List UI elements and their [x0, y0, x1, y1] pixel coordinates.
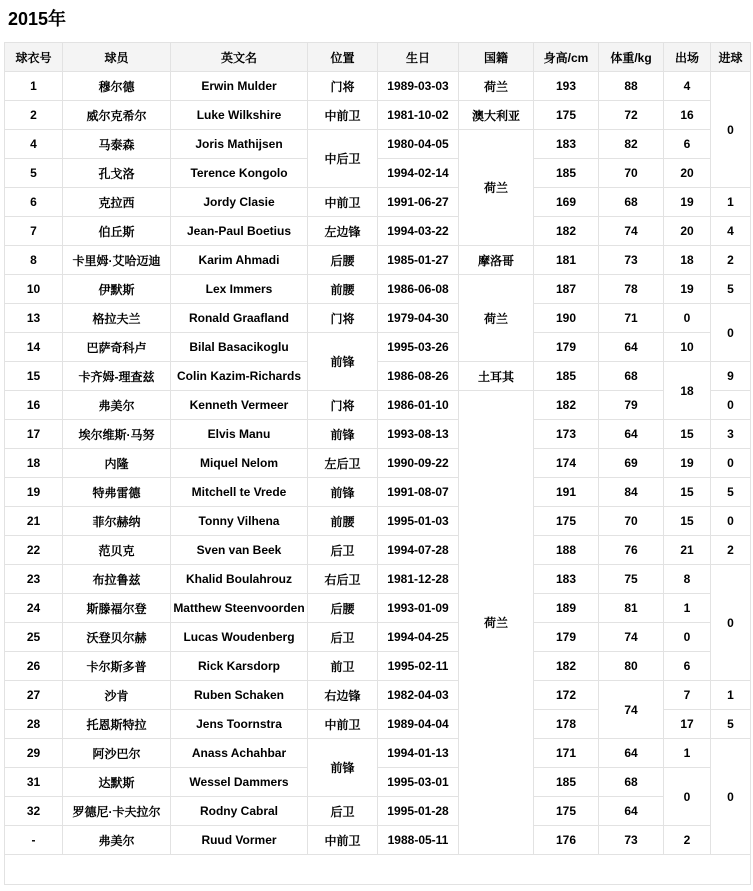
cell-player-name: 菲尔赫纳: [63, 507, 171, 536]
cell-jersey-number: 4: [5, 130, 63, 159]
cell-weight: 68: [599, 768, 664, 797]
cell-birthday: 1994-01-13: [378, 739, 459, 768]
cell-position: 中前卫: [308, 710, 378, 739]
cell-player-name: 卡里姆·艾哈迈迪: [63, 246, 171, 275]
table-row: [5, 768, 751, 797]
cell-english-name: Bilal Basacikoglu: [171, 333, 308, 362]
cell-player-name: 格拉夫兰: [63, 304, 171, 333]
cell-position: 中后卫: [308, 130, 378, 188]
cell-goals: 0: [711, 739, 751, 855]
cell-birthday: 1986-01-10: [378, 391, 459, 420]
cell-height: 183: [534, 565, 599, 594]
cell-appearances: 7: [664, 681, 711, 710]
cell-height: 190: [534, 304, 599, 333]
cell-jersey-number: 10: [5, 275, 63, 304]
cell-birthday: 1989-04-04: [378, 710, 459, 739]
table-row: [5, 507, 751, 536]
cell-height: 173: [534, 420, 599, 449]
cell-height: 185: [534, 768, 599, 797]
cell-height: 175: [534, 101, 599, 130]
cell-weight: 70: [599, 507, 664, 536]
column-header-appearances: 出场: [664, 43, 711, 72]
table-row: [5, 304, 751, 333]
cell-jersey-number: 15: [5, 362, 63, 391]
cell-weight: 64: [599, 739, 664, 768]
cell-birthday: 1980-04-05: [378, 130, 459, 159]
table-row: [5, 449, 751, 478]
cell-appearances: 19: [664, 188, 711, 217]
cell-player-name: 特弗雷德: [63, 478, 171, 507]
cell-jersey-number: 23: [5, 565, 63, 594]
cell-english-name: Miquel Nelom: [171, 449, 308, 478]
header-row: [5, 43, 751, 72]
cell-position: 后卫: [308, 797, 378, 826]
empty-row: [5, 855, 751, 885]
table-row: [5, 275, 751, 304]
cell-player-name: 沃登贝尔赫: [63, 623, 171, 652]
cell-jersey-number: 14: [5, 333, 63, 362]
cell-weight: 64: [599, 797, 664, 826]
cell-position: 门将: [308, 391, 378, 420]
cell-position: 前锋: [308, 420, 378, 449]
cell-position: 前锋: [308, 333, 378, 391]
cell-position: 右后卫: [308, 565, 378, 594]
cell-english-name: Wessel Dammers: [171, 768, 308, 797]
cell-appearances: 19: [664, 449, 711, 478]
cell-weight: 72: [599, 101, 664, 130]
cell-position: 中前卫: [308, 101, 378, 130]
cell-english-name: Rick Karsdorp: [171, 652, 308, 681]
cell-appearances: 20: [664, 217, 711, 246]
cell-appearances: 21: [664, 536, 711, 565]
cell-english-name: Ruud Vormer: [171, 826, 308, 855]
cell-position: 右边锋: [308, 681, 378, 710]
cell-nationality: 澳大利亚: [459, 101, 534, 130]
cell-position: 前锋: [308, 478, 378, 507]
cell-height: 189: [534, 594, 599, 623]
cell-height: 178: [534, 710, 599, 739]
empty-cell: [5, 855, 751, 885]
cell-birthday: 1988-05-11: [378, 826, 459, 855]
cell-weight: 78: [599, 275, 664, 304]
cell-birthday: 1995-03-26: [378, 333, 459, 362]
column-header-goals: 进球: [711, 43, 751, 72]
cell-jersey-number: 8: [5, 246, 63, 275]
cell-height: 179: [534, 623, 599, 652]
cell-height: 175: [534, 507, 599, 536]
cell-english-name: Lex Immers: [171, 275, 308, 304]
cell-weight: 81: [599, 594, 664, 623]
cell-player-name: 卡齐姆-理查兹: [63, 362, 171, 391]
cell-english-name: Jens Toornstra: [171, 710, 308, 739]
cell-player-name: 卡尔斯多普: [63, 652, 171, 681]
table-row: [5, 217, 751, 246]
cell-english-name: Sven van Beek: [171, 536, 308, 565]
cell-appearances: 18: [664, 362, 711, 420]
cell-birthday: 1994-03-22: [378, 217, 459, 246]
table-row: [5, 72, 751, 101]
table-row: [5, 188, 751, 217]
cell-player-name: 斯滕福尔登: [63, 594, 171, 623]
cell-goals: 0: [711, 565, 751, 681]
cell-weight: 68: [599, 188, 664, 217]
cell-english-name: Kenneth Vermeer: [171, 391, 308, 420]
cell-position: 中前卫: [308, 188, 378, 217]
cell-birthday: 1994-04-25: [378, 623, 459, 652]
cell-appearances: 4: [664, 72, 711, 101]
cell-english-name: Anass Achahbar: [171, 739, 308, 768]
cell-birthday: 1989-03-03: [378, 72, 459, 101]
cell-player-name: 埃尔维斯·马努: [63, 420, 171, 449]
cell-jersey-number: 28: [5, 710, 63, 739]
cell-player-name: 内隆: [63, 449, 171, 478]
cell-jersey-number: -: [5, 826, 63, 855]
cell-position: 后腰: [308, 594, 378, 623]
cell-goals: 0: [711, 72, 751, 188]
cell-weight: 71: [599, 304, 664, 333]
cell-english-name: Joris Mathijsen: [171, 130, 308, 159]
cell-position: 中前卫: [308, 826, 378, 855]
table-body: [5, 72, 751, 885]
cell-birthday: 1995-01-28: [378, 797, 459, 826]
cell-height: 179: [534, 333, 599, 362]
cell-nationality: 土耳其: [459, 362, 534, 391]
cell-height: 191: [534, 478, 599, 507]
column-header-nationality: 国籍: [459, 43, 534, 72]
column-header-position: 位置: [308, 43, 378, 72]
cell-goals: 5: [711, 710, 751, 739]
cell-appearances: 15: [664, 420, 711, 449]
cell-english-name: Tonny Vilhena: [171, 507, 308, 536]
cell-jersey-number: 19: [5, 478, 63, 507]
cell-english-name: Erwin Mulder: [171, 72, 308, 101]
cell-jersey-number: 22: [5, 536, 63, 565]
cell-weight: 82: [599, 130, 664, 159]
cell-player-name: 范贝克: [63, 536, 171, 565]
cell-birthday: 1986-06-08: [378, 275, 459, 304]
cell-height: 182: [534, 217, 599, 246]
cell-position: 门将: [308, 304, 378, 333]
cell-appearances: 0: [664, 768, 711, 826]
cell-position: 门将: [308, 72, 378, 101]
column-header-birthday: 生日: [378, 43, 459, 72]
cell-player-name: 弗美尔: [63, 826, 171, 855]
table-row: [5, 159, 751, 188]
cell-weight: 88: [599, 72, 664, 101]
cell-player-name: 达默斯: [63, 768, 171, 797]
cell-goals: 2: [711, 246, 751, 275]
cell-appearances: 17: [664, 710, 711, 739]
cell-english-name: Jordy Clasie: [171, 188, 308, 217]
cell-weight: 76: [599, 536, 664, 565]
cell-appearances: 6: [664, 652, 711, 681]
cell-jersey-number: 5: [5, 159, 63, 188]
cell-weight: 68: [599, 362, 664, 391]
cell-player-name: 伊默斯: [63, 275, 171, 304]
cell-jersey-number: 7: [5, 217, 63, 246]
cell-english-name: Karim Ahmadi: [171, 246, 308, 275]
column-header-player-name: 球员: [63, 43, 171, 72]
cell-height: 193: [534, 72, 599, 101]
table-row: [5, 246, 751, 275]
cell-height: 174: [534, 449, 599, 478]
cell-weight: 64: [599, 333, 664, 362]
table-row: [5, 681, 751, 710]
table-row: [5, 797, 751, 826]
cell-player-name: 威尔克希尔: [63, 101, 171, 130]
cell-birthday: 1982-04-03: [378, 681, 459, 710]
cell-height: 176: [534, 826, 599, 855]
cell-height: 183: [534, 130, 599, 159]
cell-english-name: Khalid Boulahrouz: [171, 565, 308, 594]
cell-height: 181: [534, 246, 599, 275]
cell-player-name: 穆尔德: [63, 72, 171, 101]
cell-english-name: Jean-Paul Boetius: [171, 217, 308, 246]
cell-goals: 0: [711, 391, 751, 420]
cell-english-name: Ruben Schaken: [171, 681, 308, 710]
cell-birthday: 1985-01-27: [378, 246, 459, 275]
cell-birthday: 1981-10-02: [378, 101, 459, 130]
table-row: [5, 391, 751, 420]
cell-goals: 0: [711, 304, 751, 362]
cell-birthday: 1986-08-26: [378, 362, 459, 391]
table-row: [5, 478, 751, 507]
cell-player-name: 巴萨奇科卢: [63, 333, 171, 362]
cell-height: 185: [534, 362, 599, 391]
cell-birthday: 1991-08-07: [378, 478, 459, 507]
cell-height: 171: [534, 739, 599, 768]
cell-height: 188: [534, 536, 599, 565]
cell-appearances: 0: [664, 623, 711, 652]
cell-height: 182: [534, 391, 599, 420]
cell-weight: 69: [599, 449, 664, 478]
cell-jersey-number: 16: [5, 391, 63, 420]
cell-appearances: 2: [664, 826, 711, 855]
cell-jersey-number: 13: [5, 304, 63, 333]
column-header-height: 身高/cm: [534, 43, 599, 72]
table-row: [5, 565, 751, 594]
cell-jersey-number: 29: [5, 739, 63, 768]
cell-english-name: Ronald Graafland: [171, 304, 308, 333]
cell-position: 前腰: [308, 275, 378, 304]
table-row: [5, 652, 751, 681]
cell-appearances: 16: [664, 101, 711, 130]
cell-height: 185: [534, 159, 599, 188]
cell-player-name: 马泰森: [63, 130, 171, 159]
cell-nationality: 荷兰: [459, 72, 534, 101]
cell-height: 169: [534, 188, 599, 217]
cell-english-name: Colin Kazim-Richards: [171, 362, 308, 391]
cell-position: 左后卫: [308, 449, 378, 478]
cell-weight: 70: [599, 159, 664, 188]
cell-weight: 74: [599, 623, 664, 652]
cell-weight: 75: [599, 565, 664, 594]
cell-english-name: Terence Kongolo: [171, 159, 308, 188]
table-row: [5, 333, 751, 362]
cell-birthday: 1979-04-30: [378, 304, 459, 333]
cell-player-name: 阿沙巴尔: [63, 739, 171, 768]
cell-english-name: Matthew Steenvoorden: [171, 594, 308, 623]
cell-player-name: 孔戈洛: [63, 159, 171, 188]
cell-goals: 5: [711, 478, 751, 507]
cell-weight: 64: [599, 420, 664, 449]
cell-appearances: 6: [664, 130, 711, 159]
cell-jersey-number: 27: [5, 681, 63, 710]
table-row: [5, 536, 751, 565]
cell-appearances: 15: [664, 507, 711, 536]
cell-weight: 79: [599, 391, 664, 420]
table-row: [5, 130, 751, 159]
cell-appearances: 10: [664, 333, 711, 362]
cell-goals: 4: [711, 217, 751, 246]
cell-height: 187: [534, 275, 599, 304]
column-header-jersey-number: 球衣号: [5, 43, 63, 72]
cell-appearances: 20: [664, 159, 711, 188]
cell-player-name: 伯丘斯: [63, 217, 171, 246]
column-header-english-name: 英文名: [171, 43, 308, 72]
cell-jersey-number: 26: [5, 652, 63, 681]
cell-goals: 9: [711, 362, 751, 391]
table-row: [5, 101, 751, 130]
cell-position: 后腰: [308, 246, 378, 275]
cell-weight: 84: [599, 478, 664, 507]
cell-jersey-number: 18: [5, 449, 63, 478]
cell-jersey-number: 31: [5, 768, 63, 797]
cell-player-name: 弗美尔: [63, 391, 171, 420]
cell-english-name: Luke Wilkshire: [171, 101, 308, 130]
cell-english-name: Rodny Cabral: [171, 797, 308, 826]
cell-appearances: 1: [664, 739, 711, 768]
cell-player-name: 罗德尼·卡夫拉尔: [63, 797, 171, 826]
cell-weight: 73: [599, 826, 664, 855]
cell-jersey-number: 32: [5, 797, 63, 826]
cell-jersey-number: 6: [5, 188, 63, 217]
cell-jersey-number: 1: [5, 72, 63, 101]
cell-goals: 1: [711, 681, 751, 710]
table-row: [5, 623, 751, 652]
cell-english-name: Lucas Woudenberg: [171, 623, 308, 652]
page-title: 2015年: [8, 9, 67, 29]
cell-position: 后卫: [308, 623, 378, 652]
cell-player-name: 布拉鲁兹: [63, 565, 171, 594]
cell-birthday: 1995-01-03: [378, 507, 459, 536]
cell-position: 前卫: [308, 652, 378, 681]
cell-birthday: 1994-07-28: [378, 536, 459, 565]
table-row: [5, 362, 751, 391]
cell-weight: 74: [599, 681, 664, 739]
cell-goals: 2: [711, 536, 751, 565]
cell-birthday: 1993-01-09: [378, 594, 459, 623]
cell-height: 182: [534, 652, 599, 681]
cell-appearances: 0: [664, 304, 711, 333]
cell-birthday: 1993-08-13: [378, 420, 459, 449]
cell-birthday: 1995-03-01: [378, 768, 459, 797]
cell-nationality: 荷兰: [459, 391, 534, 855]
cell-birthday: 1991-06-27: [378, 188, 459, 217]
cell-weight: 73: [599, 246, 664, 275]
table-row: [5, 420, 751, 449]
cell-birthday: 1995-02-11: [378, 652, 459, 681]
column-header-weight: 体重/kg: [599, 43, 664, 72]
cell-appearances: 1: [664, 594, 711, 623]
cell-appearances: 8: [664, 565, 711, 594]
cell-height: 175: [534, 797, 599, 826]
cell-position: 前腰: [308, 507, 378, 536]
table-row: [5, 826, 751, 855]
cell-jersey-number: 24: [5, 594, 63, 623]
cell-position: 前锋: [308, 739, 378, 797]
cell-position: 左边锋: [308, 217, 378, 246]
cell-jersey-number: 2: [5, 101, 63, 130]
cell-nationality: 荷兰: [459, 130, 534, 246]
cell-appearances: 15: [664, 478, 711, 507]
cell-birthday: 1981-12-28: [378, 565, 459, 594]
cell-player-name: 克拉西: [63, 188, 171, 217]
cell-appearances: 18: [664, 246, 711, 275]
cell-nationality: 荷兰: [459, 275, 534, 362]
table-row: [5, 739, 751, 768]
player-roster-table: [4, 42, 751, 885]
cell-goals: 0: [711, 449, 751, 478]
cell-english-name: Mitchell te Vrede: [171, 478, 308, 507]
cell-goals: 0: [711, 507, 751, 536]
cell-height: 172: [534, 681, 599, 710]
cell-player-name: 沙肯: [63, 681, 171, 710]
table-header: [5, 43, 751, 72]
cell-nationality: 摩洛哥: [459, 246, 534, 275]
cell-player-name: 托恩斯特拉: [63, 710, 171, 739]
cell-jersey-number: 17: [5, 420, 63, 449]
cell-birthday: 1990-09-22: [378, 449, 459, 478]
cell-english-name: Elvis Manu: [171, 420, 308, 449]
cell-birthday: 1994-02-14: [378, 159, 459, 188]
cell-goals: 3: [711, 420, 751, 449]
cell-appearances: 19: [664, 275, 711, 304]
table-row: [5, 594, 751, 623]
cell-weight: 80: [599, 652, 664, 681]
cell-weight: 74: [599, 217, 664, 246]
cell-position: 后卫: [308, 536, 378, 565]
cell-goals: 1: [711, 188, 751, 217]
cell-jersey-number: 21: [5, 507, 63, 536]
cell-jersey-number: 25: [5, 623, 63, 652]
cell-goals: 5: [711, 275, 751, 304]
